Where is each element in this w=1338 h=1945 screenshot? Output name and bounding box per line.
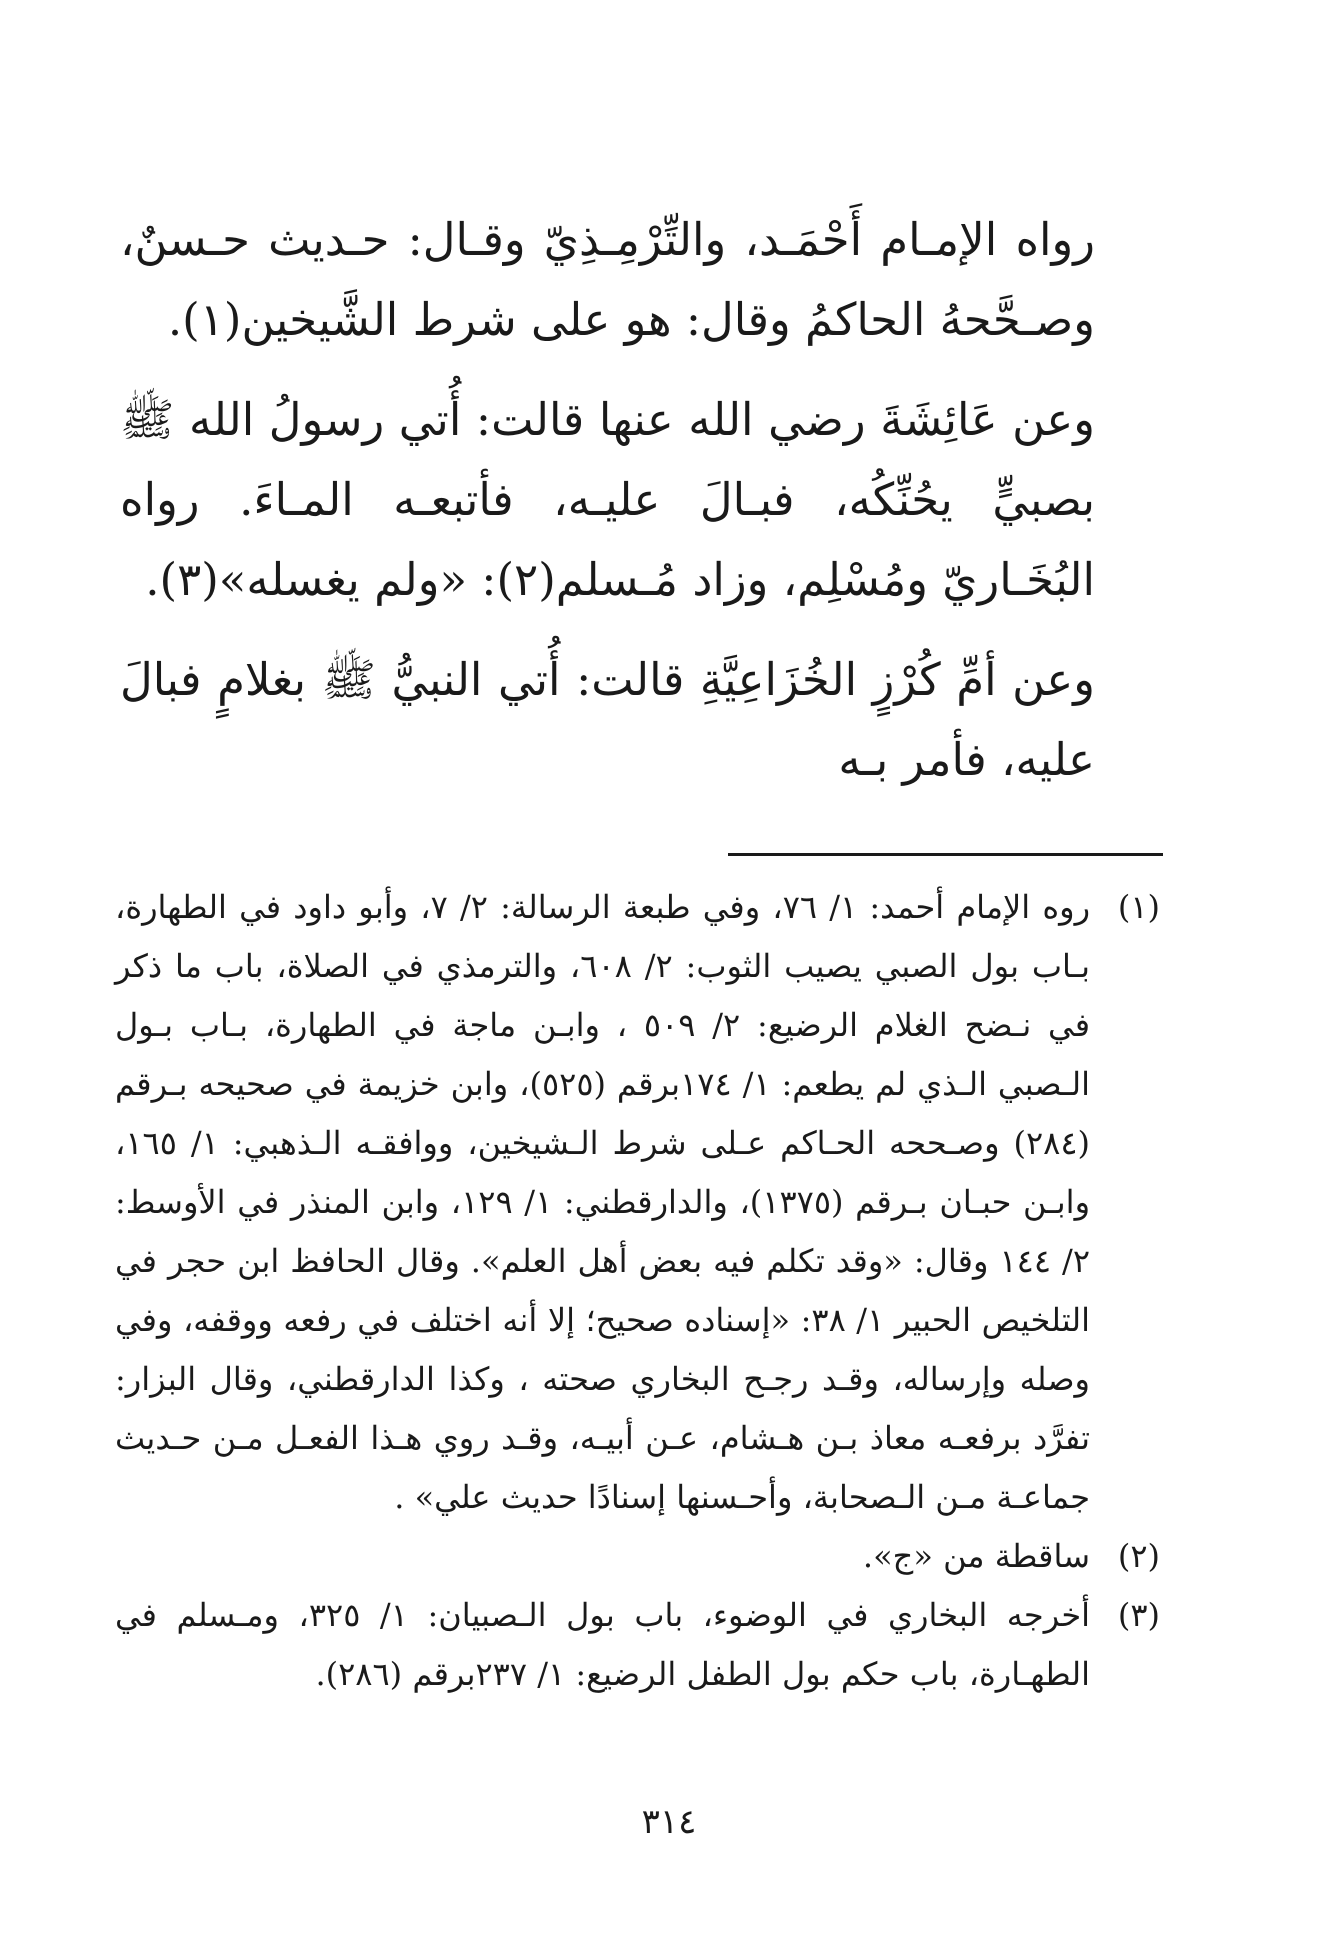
- footnote-text: [115, 1586, 1090, 1704]
- footnote-1-text: روه الإمام أحمد: ١/ ٧٦، وفي طبعة الرسالة: ٢/ ٧، وأبو داود في الطهارة، بـاب بول الصبي يصيب الثوب: ٢/ ٦٠٨، والترمذي في الصلاة، باب ما ذكر في نـضح الغلام الرضيع: ٢/ ٥٠٩ ، وابـن ماجة في الطهارة، بـاب بـول الـصبي الـذي لم يطعم: ١/ ١٧٤برقم (٥٢٥)، وابن خزيمة في صحيحه بـرقم (٢٨٤) وصـححه الحـاكم عـلى شرط الـشيخين، ووافقـه الـذهبي: ١/ ١٦٥، وابـن حبـان بـرقم (١٣٧٥)، والدارقطني: ١/ ١٢٩، وابن المنذر في الأوسط: ٢/ ١٤٤ وقال: «وقد تكلم فيه بعض أهل العلم». وقال الحافظ ابن حجر في التلخيص الحبير ١/ ٣٨: «إسناده صحيح؛ إلا أنه اختلف في رفعه ووقفه، وفي وصله وإرساله، وقـد رجـح البخاري صحته ، وكذا الدارقطني، وقال البزار: تفرَّد برفعـه معاذ بـن هـشام، عـن أبيـه، وقـد روي هـذا الفعـل مـن حـديث جماعـة مـن الـصحابة، وأحـسنها إسنادًا حديث علي» .: [115, 888, 1091, 1516]
- footnote-2-text: ساقطة من «ج».: [862, 1537, 1090, 1575]
- main-paragraph-3: وعن أمِّ كُرْزٍ الخُزَاعِيَّةِ قالت: أُتي النبيُّ ﷺ بغلامٍ فبالَ عليه، فأمر بـه: [120, 653, 1095, 786]
- footnote-text: [115, 878, 1090, 1527]
- footnote-2: [115, 1527, 1160, 1586]
- footnote-text: [115, 1527, 1090, 1586]
- footnote-number: (١): [1117, 888, 1160, 926]
- footnotes: [115, 878, 1160, 1704]
- main-paragraph-1: رواه الإمـام أَحْمَـد، والتِّرْمِـذِيّ وقـال: حـديث حـسنٌ، وصـحَّحهُ الحاكمُ وقال: هو على شرط الشَّيخين(١).: [120, 213, 1095, 346]
- footnote-1: [115, 878, 1160, 1527]
- main-text: [120, 200, 1095, 820]
- footnote-3-text: أخرجه البخاري في الوضوء، باب بول الـصبيان: ١/ ٣٢٥، ومـسلم في الطهـارة، باب حكم بول الطفل الرضيع: ١/ ٢٣٧برقم (٢٨٦).: [115, 1596, 1091, 1693]
- footnote-3: [115, 1586, 1160, 1704]
- page-number: ٣١٤: [641, 1802, 697, 1842]
- main-paragraph-2: وعن عَائِشَةَ رضي الله عنها قالت: أُتي رسولُ الله ﷺ بصبيٍّ يحُنِّكُه، فبـالَ عليـه، فأتبعـه المـاءَ. رواه البُخَـاريّ ومُسْلِم، وزاد مُـسلم(٢): «ولم يغسله»(٣).: [120, 393, 1095, 606]
- footnote-number: (٣): [1117, 1596, 1160, 1634]
- footnote-number: (٢): [1117, 1537, 1160, 1575]
- footnote-separator: [728, 853, 1163, 856]
